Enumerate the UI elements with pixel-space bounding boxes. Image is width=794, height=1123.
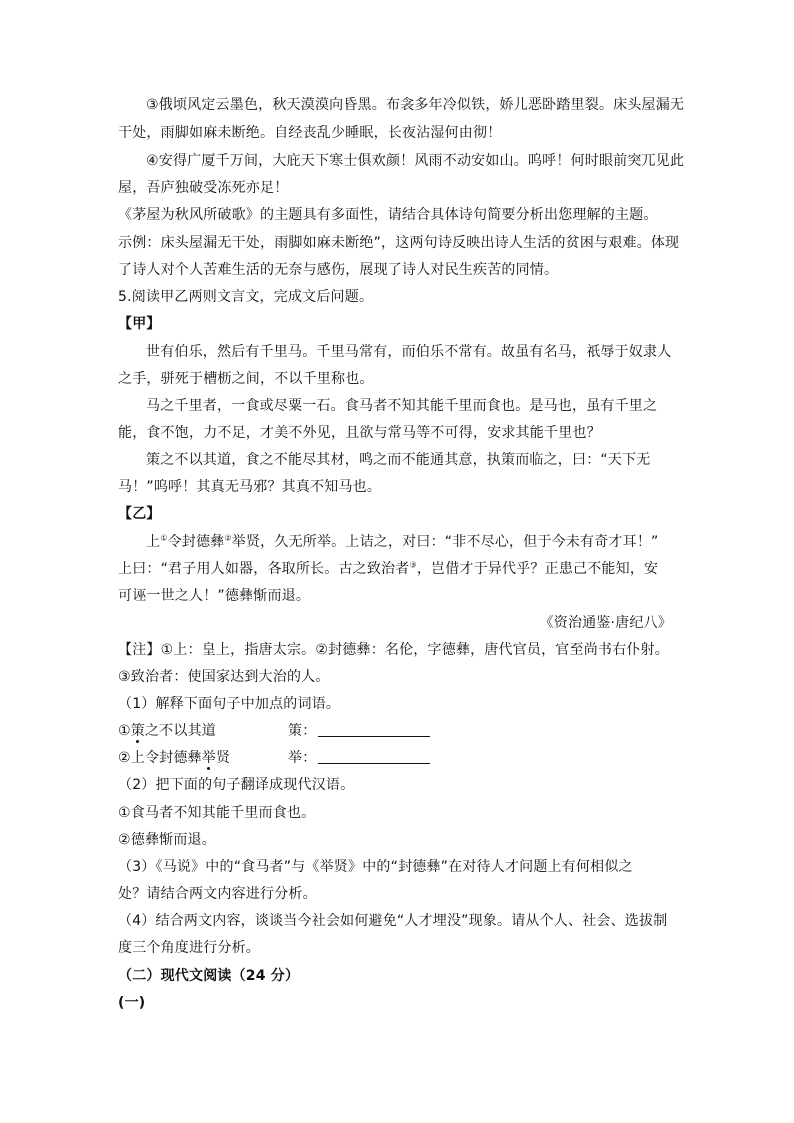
passage-line bbox=[146, 533, 658, 551]
subquestion-item: ②德彝惭而退。 bbox=[118, 832, 216, 848]
poem-line: ④安得广厦千万间，大庇天下寒士俱欢颜！风雨不动安如山。呜呼！何时眼前突兀见此 bbox=[146, 153, 685, 169]
passage-text: 上 bbox=[146, 534, 161, 550]
subquestion-1: （1）解释下面句子中加点的词语。 bbox=[118, 696, 341, 712]
section-label-jia: 【甲】 bbox=[118, 316, 161, 332]
passage-line: 马！”呜呼！其真无马邪？其真不知马也。 bbox=[118, 479, 382, 495]
subquestion-3: 处？请结合两文内容进行分析。 bbox=[118, 886, 317, 902]
answer-slot bbox=[288, 722, 430, 740]
item-number: ① bbox=[118, 723, 131, 739]
answer-example: 了诗人对个人苦难生活的无奈与感伤，展现了诗人对民生疾苦的同情。 bbox=[118, 262, 559, 278]
passage-line: 世有伯乐，然后有千里马。千里马常有，而伯乐不常有。故虽有名马，祇辱于奴隶人 bbox=[146, 344, 672, 360]
passage-line: 马之千里者，一食或尽粟一石。食马者不知其能千里而食也。是马也，虽有千里之 bbox=[146, 398, 658, 414]
item-text: ②上令封德彝 bbox=[118, 750, 202, 766]
footnote-marker: ② bbox=[224, 533, 232, 543]
passage-text: 举贤，久无所举。上诘之，对曰：“非不尽心，但于今未有奇才耳！” bbox=[231, 534, 659, 550]
passage-line: 之手，骈死于槽枥之间，不以千里称也。 bbox=[118, 371, 374, 387]
subquestion-item bbox=[118, 722, 216, 740]
answer-slot bbox=[288, 749, 430, 767]
subquestion-item: ①食马者不知其能千里而食也。 bbox=[118, 805, 316, 821]
passage-text: 令封德彝 bbox=[167, 534, 225, 550]
poem-line: 干处，雨脚如麻未断绝。自经丧乱少睡眠，长夜沾湿何由彻！ bbox=[118, 125, 502, 141]
subquestion-3: （3）《马说》中的“食马者”与《举贤》中的“封德彝”在对待人才问题上有何相似之 bbox=[118, 859, 633, 875]
section-heading: （二）现代文阅读（24 分） bbox=[118, 968, 300, 984]
subsection-heading: (一) bbox=[118, 995, 146, 1011]
passage-line: 可诬一世之人！”德彝惭而退。 bbox=[118, 588, 311, 604]
answer-blank[interactable] bbox=[318, 750, 430, 764]
poem-line: 屋，吾庐独破受冻死亦足！ bbox=[118, 180, 289, 196]
answer-blank[interactable] bbox=[318, 723, 430, 737]
passage-line: 策之不以其道，食之不能尽其材，鸣之而不能通其意，执策而临之，曰：“天下无 bbox=[146, 452, 651, 468]
passage-line bbox=[118, 560, 658, 578]
answer-example: 示例：床头屋漏无干处，雨脚如麻未断绝”，这两句诗反映出诗人生活的贫困与艰难。体现 bbox=[118, 235, 680, 251]
passage-line: 能，食不饱，力不足，才美不外见，且欲与常马等不可得，安求其能千里也？ bbox=[118, 425, 601, 441]
subquestion-4: 度三个角度进行分析。 bbox=[118, 940, 260, 956]
passage-text: 上曰：“君子用人如器，各取所长。古之致治者 bbox=[118, 561, 410, 577]
subquestion-item bbox=[118, 749, 230, 767]
question-4-prompt: 《茅屋为秋风所破歌》的主题具有多面性，请结合具体诗句简要分析出您理解的主题。 bbox=[118, 207, 658, 223]
question-5-intro: 5.阅读甲乙两则文言文，完成文后问题。 bbox=[118, 289, 374, 305]
subquestion-4: （4）结合两文内容，谈谈当今社会如何避免“人才埋没”现象。请从个人、社会、选拔制 bbox=[118, 913, 668, 929]
note-line: ③致治者：使国家达到大治的人。 bbox=[118, 669, 330, 685]
poem-line: ③俄顷风定云墨色，秋天漠漠向昏黑。布衾多年冷似铁，娇儿恶卧踏里裂。床头屋漏无 bbox=[146, 97, 685, 113]
footnote-marker: ③ bbox=[409, 560, 417, 570]
note-line: 【注】①上：皇上，指唐太宗。②封德彝：名伦，字德彝，唐代官员，官至尚书右仆射。 bbox=[118, 642, 669, 658]
item-text: 之不以其道 bbox=[144, 723, 216, 739]
passage-text: ，岂借才于异代乎？正患己不能知，安 bbox=[416, 561, 659, 577]
section-label-yi: 【乙】 bbox=[118, 506, 161, 522]
source-citation: 《资治通鉴·唐纪八》 bbox=[539, 615, 672, 631]
dotted-word: 举 bbox=[201, 750, 216, 766]
footnote-marker: ① bbox=[160, 533, 168, 543]
subquestion-2: （2）把下面的句子翻译成现代汉语。 bbox=[118, 777, 355, 793]
answer-key: 举： bbox=[288, 750, 317, 766]
answer-key: 策： bbox=[288, 723, 317, 739]
item-text: 贤 bbox=[215, 750, 231, 766]
dotted-word: 策 bbox=[130, 723, 145, 739]
